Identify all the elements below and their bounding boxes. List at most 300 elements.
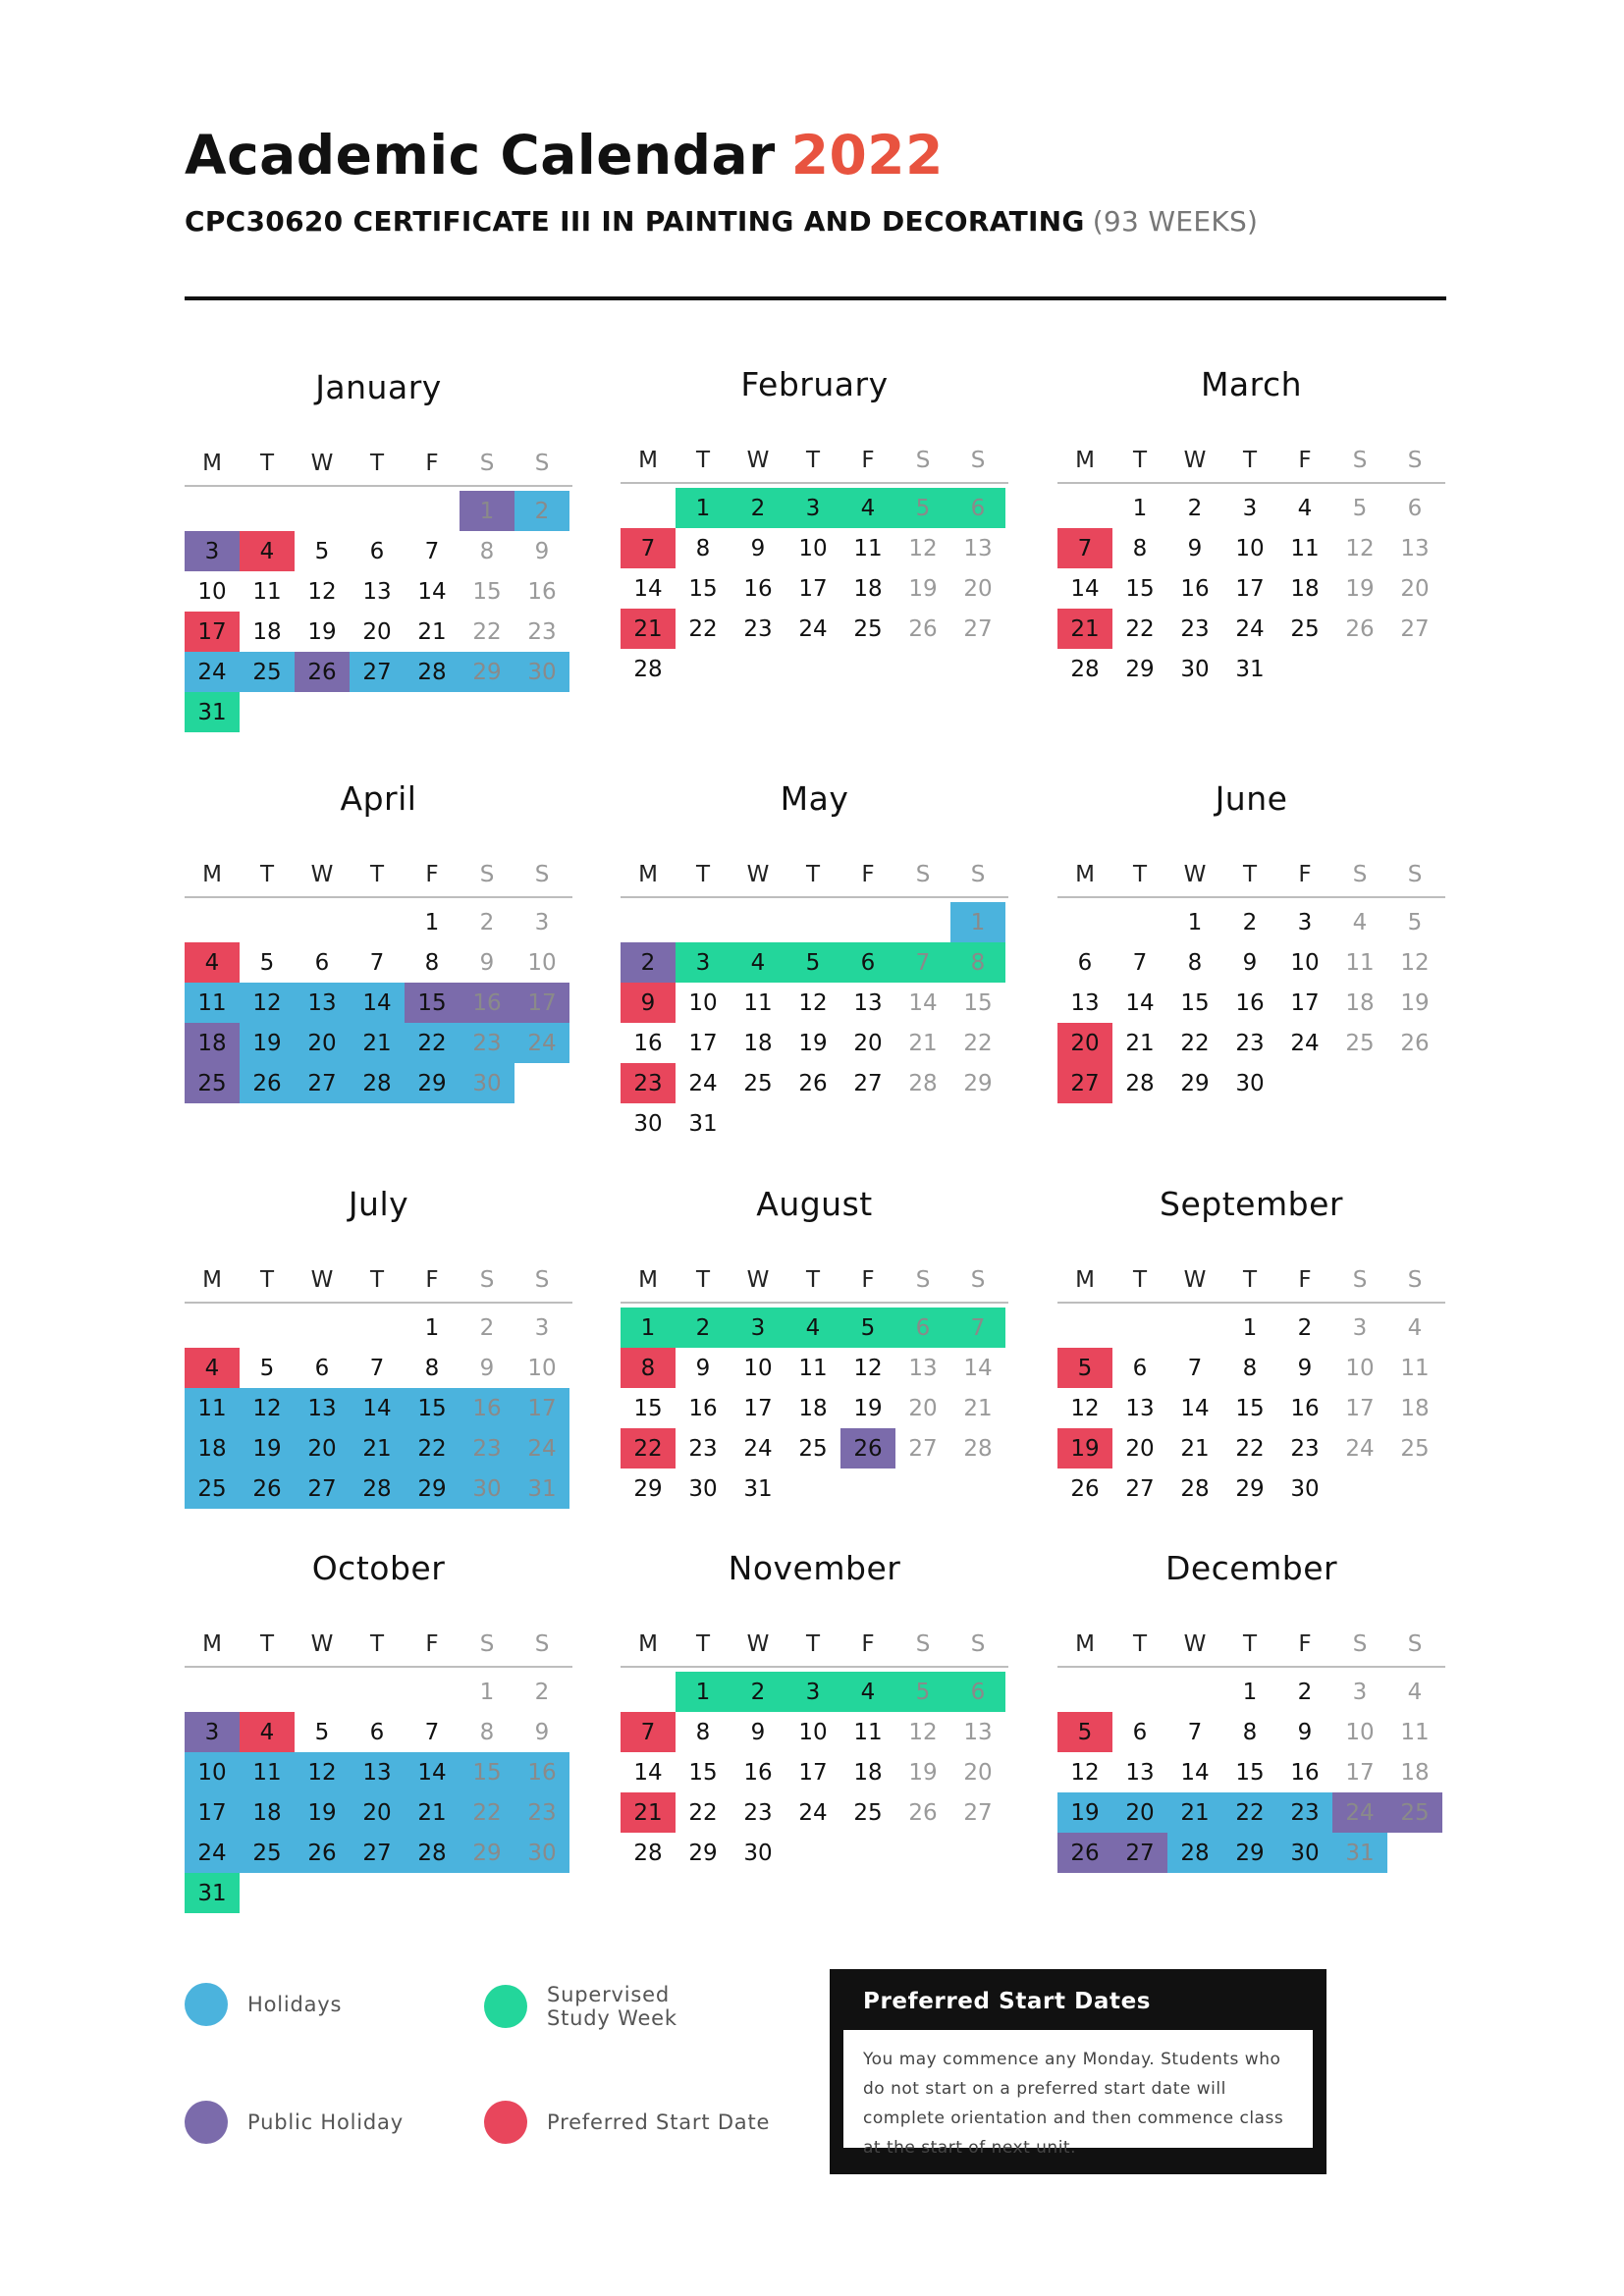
day-cell: 19 xyxy=(908,1759,938,1786)
weekday-header: S xyxy=(915,448,931,473)
day-cell: 5 xyxy=(314,538,330,564)
day-cell: 8 xyxy=(621,1348,676,1388)
day-cell: 1 xyxy=(424,1314,440,1341)
day-cell: 2 xyxy=(479,1314,495,1341)
day-cell: 16 xyxy=(633,1030,663,1056)
weekday-header-row xyxy=(185,853,572,898)
day-cell: 25 xyxy=(1290,615,1320,642)
weekday-header: S xyxy=(915,1267,931,1293)
day-cell: 16 xyxy=(1235,989,1265,1016)
day-cell: 19 xyxy=(295,1792,350,1833)
day-cell: 15 xyxy=(405,1388,460,1428)
day-cell: 12 xyxy=(1070,1759,1100,1786)
empty-day-cell xyxy=(185,491,240,531)
day-cell: 13 xyxy=(908,1355,938,1381)
day-cell: 20 xyxy=(963,575,993,602)
day-cell: 30 xyxy=(514,1833,569,1873)
day-cell: 10 xyxy=(527,1355,557,1381)
day-cell: 22 xyxy=(963,1030,993,1056)
month-name: November xyxy=(728,1549,901,1587)
day-cell: 1 xyxy=(424,909,440,935)
day-cell: 13 xyxy=(1400,535,1430,561)
weekday-header: S xyxy=(970,862,986,887)
day-cell: 22 xyxy=(1180,1030,1210,1056)
day-cell: 27 xyxy=(350,1833,405,1873)
day-cell: 30 xyxy=(1180,656,1210,682)
day-cell: 18 xyxy=(185,1023,240,1063)
day-cell: 27 xyxy=(963,1799,993,1826)
day-cell: 18 xyxy=(1400,1395,1430,1421)
day-cell: 30 xyxy=(514,652,569,692)
day-cell: 21 xyxy=(350,1428,405,1468)
empty-day-cell xyxy=(1112,1308,1167,1348)
day-cell: 1 xyxy=(950,902,1005,942)
day-cell: 25 xyxy=(1400,1435,1430,1462)
day-cell: 12 xyxy=(1070,1395,1100,1421)
weekday-header: S xyxy=(915,862,931,887)
day-cell: 7 xyxy=(1187,1355,1203,1381)
weekday-header-row xyxy=(1057,439,1445,484)
day-cell: 30 xyxy=(1277,1833,1332,1873)
day-cell: 13 xyxy=(362,578,392,605)
weekday-header: W xyxy=(1183,1267,1207,1293)
weekday-header: W xyxy=(310,451,334,476)
day-cell: 4 xyxy=(240,531,295,571)
day-cell: 8 xyxy=(479,1719,495,1745)
day-cell: 23 xyxy=(460,1023,514,1063)
month-march xyxy=(1057,365,1445,689)
day-cell: 24 xyxy=(514,1023,569,1063)
day-cell: 3 xyxy=(185,1712,240,1752)
day-cell: 3 xyxy=(534,1314,550,1341)
month-october xyxy=(185,1549,572,1913)
day-cell: 16 xyxy=(527,578,557,605)
day-cell: 15 xyxy=(1180,989,1210,1016)
day-cell: 16 xyxy=(460,1388,514,1428)
day-grid xyxy=(621,1308,1008,1509)
day-cell: 5 xyxy=(314,1719,330,1745)
day-cell: 17 xyxy=(1235,575,1265,602)
day-cell: 28 xyxy=(633,1840,663,1866)
day-cell: 5 xyxy=(259,1355,275,1381)
day-cell: 1 xyxy=(676,488,731,528)
day-cell: 8 xyxy=(695,535,711,561)
weekday-header: T xyxy=(259,862,275,887)
day-cell: 17 xyxy=(798,575,828,602)
day-cell: 20 xyxy=(853,1030,883,1056)
month-name: August xyxy=(756,1185,873,1223)
day-cell: 24 xyxy=(514,1428,569,1468)
day-cell: 12 xyxy=(1345,535,1375,561)
day-cell: 16 xyxy=(1180,575,1210,602)
legend-supervised-study xyxy=(484,1983,677,2030)
day-cell: 3 xyxy=(1352,1314,1368,1341)
page-title xyxy=(185,124,944,187)
day-cell: 20 xyxy=(963,1759,993,1786)
day-cell: 4 xyxy=(840,488,895,528)
day-cell: 5 xyxy=(895,488,950,528)
weekday-header: S xyxy=(1407,1631,1423,1657)
weekday-header: T xyxy=(259,1267,275,1293)
day-cell: 15 xyxy=(963,989,993,1016)
day-cell: 14 xyxy=(350,983,405,1023)
day-cell: 20 xyxy=(362,618,392,645)
weekday-header: W xyxy=(310,1267,334,1293)
empty-day-cell xyxy=(621,902,676,942)
day-cell: 30 xyxy=(1290,1475,1320,1502)
day-cell: 16 xyxy=(1290,1395,1320,1421)
empty-day-cell xyxy=(621,1672,676,1712)
day-cell: 27 xyxy=(295,1063,350,1103)
day-cell: 6 xyxy=(1132,1719,1148,1745)
day-cell: 31 xyxy=(1235,656,1265,682)
day-cell: 16 xyxy=(1290,1759,1320,1786)
day-cell: 13 xyxy=(350,1752,405,1792)
day-cell: 15 xyxy=(688,575,718,602)
weekday-header: W xyxy=(310,862,334,887)
day-cell: 8 xyxy=(479,538,495,564)
day-cell: 21 xyxy=(621,1792,676,1833)
legend-label-line-1: Supervised xyxy=(547,1983,670,2006)
day-cell: 7 xyxy=(424,1719,440,1745)
weekday-header: F xyxy=(1298,862,1312,887)
day-cell: 12 xyxy=(853,1355,883,1381)
day-cell: 28 xyxy=(350,1063,405,1103)
day-cell: 24 xyxy=(798,615,828,642)
day-cell: 18 xyxy=(1290,575,1320,602)
weekday-header: T xyxy=(1242,1631,1258,1657)
day-cell: 10 xyxy=(688,989,718,1016)
day-cell: 9 xyxy=(1297,1355,1313,1381)
day-cell: 21 xyxy=(908,1030,938,1056)
day-cell: 27 xyxy=(1125,1475,1155,1502)
day-cell: 28 xyxy=(633,656,663,682)
day-cell: 1 xyxy=(460,491,514,531)
day-cell: 25 xyxy=(1387,1792,1442,1833)
day-cell: 9 xyxy=(750,535,766,561)
weekday-header: T xyxy=(369,451,385,476)
day-cell: 14 xyxy=(908,989,938,1016)
weekday-header: T xyxy=(695,448,711,473)
day-cell: 28 xyxy=(1070,656,1100,682)
day-cell: 4 xyxy=(185,942,240,983)
day-cell: 26 xyxy=(798,1070,828,1096)
day-cell: 2 xyxy=(676,1308,731,1348)
weekday-header: T xyxy=(259,451,275,476)
day-cell: 19 xyxy=(853,1395,883,1421)
day-cell: 15 xyxy=(688,1759,718,1786)
weekday-header: F xyxy=(861,1631,875,1657)
day-cell: 16 xyxy=(514,1752,569,1792)
day-cell: 4 xyxy=(1407,1314,1423,1341)
weekday-header: M xyxy=(638,1267,658,1293)
day-cell: 19 xyxy=(307,618,337,645)
day-cell: 13 xyxy=(295,1388,350,1428)
day-cell: 20 xyxy=(1400,575,1430,602)
weekday-header: T xyxy=(259,1631,275,1657)
day-cell: 10 xyxy=(798,535,828,561)
day-cell: 22 xyxy=(472,618,502,645)
day-cell: 8 xyxy=(1242,1355,1258,1381)
preferred-start-info-box xyxy=(830,1969,1326,2174)
weekday-header: S xyxy=(1352,448,1368,473)
weekday-header-row xyxy=(621,1623,1008,1668)
day-cell: 22 xyxy=(688,615,718,642)
day-cell: 23 xyxy=(743,615,773,642)
weekday-header-row xyxy=(1057,853,1445,898)
day-cell: 8 xyxy=(1132,535,1148,561)
weekday-header: T xyxy=(695,1267,711,1293)
day-cell: 31 xyxy=(514,1468,569,1509)
day-cell: 23 xyxy=(621,1063,676,1103)
empty-day-cell xyxy=(621,488,676,528)
day-cell: 31 xyxy=(185,692,240,732)
day-cell: 22 xyxy=(460,1792,514,1833)
day-cell: 18 xyxy=(853,575,883,602)
day-cell: 2 xyxy=(479,909,495,935)
day-cell: 15 xyxy=(472,578,502,605)
day-cell: 21 xyxy=(621,609,676,649)
weekday-header: S xyxy=(479,862,495,887)
weekday-header: T xyxy=(1132,1267,1148,1293)
day-cell: 20 xyxy=(295,1428,350,1468)
day-cell: 29 xyxy=(963,1070,993,1096)
day-cell: 3 xyxy=(534,909,550,935)
day-cell: 25 xyxy=(185,1468,240,1509)
empty-day-cell xyxy=(676,902,731,942)
day-cell: 4 xyxy=(240,1712,295,1752)
day-cell: 6 xyxy=(369,1719,385,1745)
weekday-header: M xyxy=(202,451,222,476)
empty-day-cell xyxy=(240,1308,295,1348)
empty-day-cell xyxy=(350,902,405,942)
day-cell: 26 xyxy=(1057,1833,1112,1873)
day-cell: 19 xyxy=(240,1428,295,1468)
day-cell: 9 xyxy=(750,1719,766,1745)
day-grid xyxy=(185,902,572,1103)
empty-day-cell xyxy=(1057,1308,1112,1348)
day-cell: 12 xyxy=(240,983,295,1023)
day-cell: 17 xyxy=(514,983,569,1023)
empty-day-cell xyxy=(1167,1308,1222,1348)
weekday-header: T xyxy=(805,448,821,473)
month-january xyxy=(185,368,572,732)
day-cell: 21 xyxy=(1125,1030,1155,1056)
legend-holidays xyxy=(185,1983,342,2026)
day-cell: 15 xyxy=(1235,1759,1265,1786)
weekday-header: W xyxy=(746,862,770,887)
day-cell: 27 xyxy=(963,615,993,642)
weekday-header: S xyxy=(1352,1631,1368,1657)
empty-day-cell xyxy=(1057,1672,1112,1712)
month-may xyxy=(621,779,1008,1144)
month-august xyxy=(621,1185,1008,1509)
day-cell: 16 xyxy=(743,1759,773,1786)
empty-day-cell xyxy=(1167,1672,1222,1712)
day-cell: 6 xyxy=(369,538,385,564)
day-cell: 23 xyxy=(1290,1435,1320,1462)
day-cell: 29 xyxy=(1222,1833,1277,1873)
day-cell: 8 xyxy=(1187,949,1203,976)
day-cell: 26 xyxy=(295,652,350,692)
empty-day-cell xyxy=(350,1308,405,1348)
day-cell: 6 xyxy=(314,949,330,976)
day-cell: 10 xyxy=(527,949,557,976)
month-name: May xyxy=(780,779,849,818)
day-cell: 24 xyxy=(688,1070,718,1096)
day-cell: 23 xyxy=(514,1792,569,1833)
weekday-header: M xyxy=(1075,448,1095,473)
day-cell: 6 xyxy=(1132,1355,1148,1381)
day-cell: 6 xyxy=(314,1355,330,1381)
day-cell: 10 xyxy=(1345,1719,1375,1745)
day-cell: 17 xyxy=(1345,1759,1375,1786)
day-cell: 14 xyxy=(633,575,663,602)
course-subtitle xyxy=(185,205,1258,238)
weekday-header: M xyxy=(1075,1267,1095,1293)
weekday-header: F xyxy=(861,448,875,473)
day-cell: 13 xyxy=(1125,1395,1155,1421)
day-cell: 12 xyxy=(908,1719,938,1745)
day-cell: 10 xyxy=(1235,535,1265,561)
day-cell: 30 xyxy=(460,1468,514,1509)
day-cell: 18 xyxy=(853,1759,883,1786)
weekday-header: F xyxy=(425,862,439,887)
weekday-header: S xyxy=(970,1267,986,1293)
title-year: 2022 xyxy=(790,124,944,187)
day-cell: 27 xyxy=(908,1435,938,1462)
day-cell: 11 xyxy=(1345,949,1375,976)
day-cell: 10 xyxy=(743,1355,773,1381)
day-cell: 7 xyxy=(1187,1719,1203,1745)
month-december xyxy=(1057,1549,1445,1873)
day-cell: 22 xyxy=(405,1023,460,1063)
weekday-header: F xyxy=(425,1267,439,1293)
weekday-header: F xyxy=(861,1267,875,1293)
day-cell: 24 xyxy=(1345,1435,1375,1462)
empty-day-cell xyxy=(185,1308,240,1348)
day-cell: 22 xyxy=(621,1428,676,1468)
day-cell: 1 xyxy=(621,1308,676,1348)
weekday-header-row xyxy=(185,1258,572,1304)
day-grid xyxy=(621,902,1008,1144)
day-cell: 18 xyxy=(185,1428,240,1468)
day-cell: 13 xyxy=(295,983,350,1023)
weekday-header: T xyxy=(1132,862,1148,887)
supervised-study-swatch xyxy=(484,1985,527,2028)
empty-day-cell xyxy=(185,1672,240,1712)
day-cell: 19 xyxy=(1057,1428,1112,1468)
day-cell: 25 xyxy=(240,1833,295,1873)
holidays-swatch xyxy=(185,1983,228,2026)
day-cell: 5 xyxy=(1057,1712,1112,1752)
public-holiday-swatch xyxy=(185,2101,228,2144)
day-cell: 29 xyxy=(633,1475,663,1502)
empty-day-cell xyxy=(731,902,785,942)
day-cell: 26 xyxy=(1345,615,1375,642)
day-cell: 1 xyxy=(1132,495,1148,521)
day-cell: 18 xyxy=(1345,989,1375,1016)
month-july xyxy=(185,1185,572,1509)
weekday-header: W xyxy=(1183,448,1207,473)
day-cell: 23 xyxy=(1180,615,1210,642)
day-cell: 12 xyxy=(295,1752,350,1792)
day-cell: 17 xyxy=(1345,1395,1375,1421)
day-cell: 19 xyxy=(1400,989,1430,1016)
day-cell: 10 xyxy=(197,578,227,605)
day-cell: 10 xyxy=(1290,949,1320,976)
day-cell: 1 xyxy=(1187,909,1203,935)
day-cell: 22 xyxy=(1235,1435,1265,1462)
title-text: Academic Calendar xyxy=(185,124,776,187)
day-cell: 27 xyxy=(1057,1063,1112,1103)
day-cell: 12 xyxy=(908,535,938,561)
day-cell: 15 xyxy=(460,1752,514,1792)
day-cell: 9 xyxy=(534,1719,550,1745)
weekday-header: M xyxy=(1075,1631,1095,1657)
legend-label: Holidays xyxy=(247,1993,343,2016)
weekday-header-row xyxy=(621,853,1008,898)
day-cell: 20 xyxy=(1125,1435,1155,1462)
weekday-header: W xyxy=(310,1631,334,1657)
day-cell: 30 xyxy=(633,1110,663,1137)
weekday-header: T xyxy=(805,862,821,887)
day-cell: 12 xyxy=(798,989,828,1016)
day-cell: 1 xyxy=(1242,1679,1258,1705)
empty-day-cell xyxy=(1057,488,1112,528)
day-cell: 11 xyxy=(853,1719,883,1745)
weekday-header: M xyxy=(638,1631,658,1657)
day-cell: 8 xyxy=(424,949,440,976)
weekday-header: S xyxy=(534,451,550,476)
empty-day-cell xyxy=(1112,1672,1167,1712)
day-cell: 25 xyxy=(240,652,295,692)
day-cell: 7 xyxy=(424,538,440,564)
day-cell: 12 xyxy=(307,578,337,605)
day-cell: 17 xyxy=(743,1395,773,1421)
day-cell: 17 xyxy=(798,1759,828,1786)
day-cell: 11 xyxy=(1400,1355,1430,1381)
day-cell: 27 xyxy=(350,652,405,692)
day-cell: 22 xyxy=(405,1428,460,1468)
day-cell: 4 xyxy=(1407,1679,1423,1705)
day-cell: 24 xyxy=(743,1435,773,1462)
day-cell: 1 xyxy=(676,1672,731,1712)
weekday-header: T xyxy=(695,862,711,887)
day-cell: 26 xyxy=(908,1799,938,1826)
day-cell: 25 xyxy=(1345,1030,1375,1056)
weekday-header: S xyxy=(1352,862,1368,887)
weekday-header: F xyxy=(1298,448,1312,473)
day-cell: 21 xyxy=(405,1792,460,1833)
weekday-header: S xyxy=(1407,1267,1423,1293)
day-cell: 3 xyxy=(676,942,731,983)
weekday-header: W xyxy=(746,1267,770,1293)
day-cell: 16 xyxy=(688,1395,718,1421)
day-cell: 28 xyxy=(908,1070,938,1096)
day-cell: 26 xyxy=(240,1468,295,1509)
day-cell: 19 xyxy=(908,575,938,602)
empty-day-cell xyxy=(295,902,350,942)
day-cell: 9 xyxy=(695,1355,711,1381)
empty-day-cell xyxy=(785,902,840,942)
weekday-header: T xyxy=(1242,448,1258,473)
empty-day-cell xyxy=(350,491,405,531)
legend-label-line-2: Study Week xyxy=(547,2006,677,2030)
day-cell: 17 xyxy=(185,1792,240,1833)
day-cell: 3 xyxy=(785,488,840,528)
weekday-header: M xyxy=(1075,862,1095,887)
